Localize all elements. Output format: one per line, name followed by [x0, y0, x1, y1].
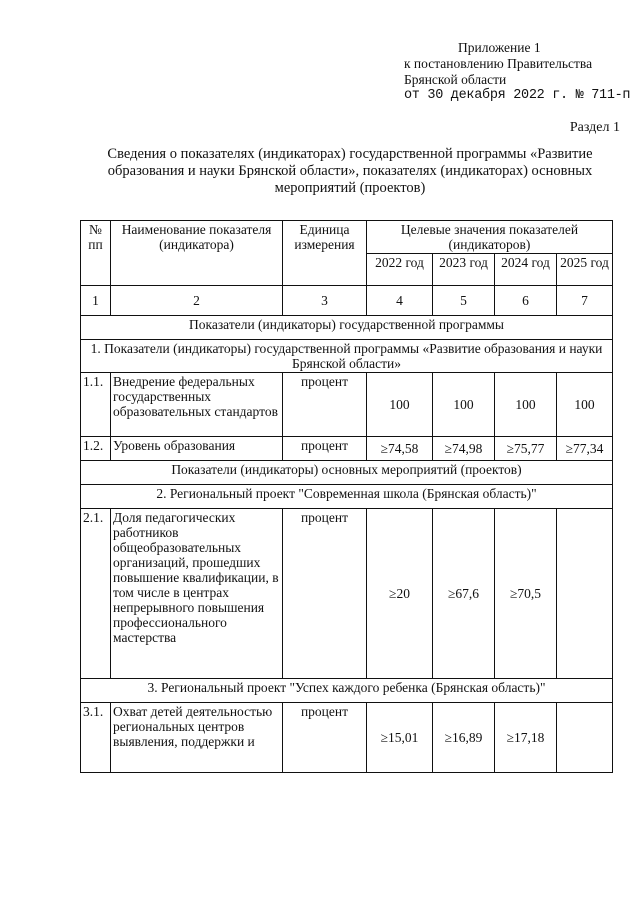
section-label: Раздел 1: [569, 120, 620, 135]
group-projects: Показатели (индикаторы) основных мероприятий (проектов): [81, 461, 613, 485]
header-target: Целевые значения показателей (индикаторов): [367, 221, 613, 254]
row-unit: процент: [283, 373, 367, 437]
row-value-2024: ≥70,5: [495, 509, 557, 679]
row-unit: процент: [283, 437, 367, 461]
row-num: 3.1.: [81, 703, 111, 773]
row-value-2023: ≥67,6: [433, 509, 495, 679]
header-year-2025: 2025 год: [557, 254, 613, 286]
colnum-7: 7: [557, 286, 613, 316]
row-value-2024: ≥75,77: [495, 437, 557, 461]
row-unit: процент: [283, 509, 367, 679]
row-value-2025: ≥77,34: [557, 437, 613, 461]
colnum-3: 3: [283, 286, 367, 316]
group-project-2: 2. Региональный проект "Современная школа (Брянская область)": [81, 485, 613, 509]
row-name: Доля педагогических работников общеобразовательных организаций, прошедших повышение квалификации, в том числе в центрах непрерывного повышения профессионального мастерства: [111, 509, 283, 679]
row-value-2022: ≥74,58: [367, 437, 433, 461]
group-program-sub: 1. Показатели (индикаторы) государственной программы «Развитие образования и науки Брянской области»: [81, 340, 613, 373]
row-value-2023: ≥74,98: [433, 437, 495, 461]
colnum-1: 1: [81, 286, 111, 316]
appendix-decree: к постановлению Правительства: [404, 56, 593, 71]
indicators-table: [80, 220, 613, 773]
header-name: Наименование показателя (индикатора): [111, 221, 283, 286]
table-row: [81, 509, 613, 679]
row-value-2025: 100: [557, 373, 613, 437]
row-num: 1.2.: [81, 437, 111, 461]
header-year-2024: 2024 год: [495, 254, 557, 286]
document-title: Сведения о показателях (индикаторах) государственной программы «Развитие образования и науки Брянской области», показателях (индикаторах) основных мероприятий (проектов): [107, 146, 593, 196]
row-value-2024: ≥17,18: [495, 703, 557, 773]
row-name: Охват детей деятельностью региональных центров выявления, поддержки и: [111, 703, 283, 773]
row-value-2022: ≥15,01: [367, 703, 433, 773]
table-row: [81, 373, 613, 437]
row-value-2024: 100: [495, 373, 557, 437]
appendix-block: [404, 40, 636, 104]
header-num: № пп: [81, 221, 111, 286]
colnum-2: 2: [111, 286, 283, 316]
row-unit: процент: [283, 703, 367, 773]
appendix-title: Приложение 1: [458, 40, 541, 55]
row-value-2023: 100: [433, 373, 495, 437]
row-name: Внедрение федеральных государственных образовательных стандартов: [111, 373, 283, 437]
header-year-2023: 2023 год: [433, 254, 495, 286]
row-value-2022: 100: [367, 373, 433, 437]
header-year-2022: 2022 год: [367, 254, 433, 286]
header-unit: Единица измерения: [283, 221, 367, 286]
table-row: [81, 703, 613, 773]
table-row: [81, 437, 613, 461]
row-num: 2.1.: [81, 509, 111, 679]
row-value-2025: [557, 703, 613, 773]
group-project-3: 3. Региональный проект "Успех каждого ребенка (Брянская область)": [81, 679, 613, 703]
row-name: Уровень образования: [111, 437, 283, 461]
appendix-region: Брянской области: [404, 72, 507, 87]
row-num: 1.1.: [81, 373, 111, 437]
colnum-6: 6: [495, 286, 557, 316]
colnum-4: 4: [367, 286, 433, 316]
colnum-5: 5: [433, 286, 495, 316]
row-value-2025: [557, 509, 613, 679]
row-value-2022: ≥20: [367, 509, 433, 679]
row-value-2023: ≥16,89: [433, 703, 495, 773]
group-program: Показатели (индикаторы) государственной программы: [81, 316, 613, 340]
appendix-date-number: от 30 декабря 2022 г. № 711-п: [404, 88, 631, 103]
